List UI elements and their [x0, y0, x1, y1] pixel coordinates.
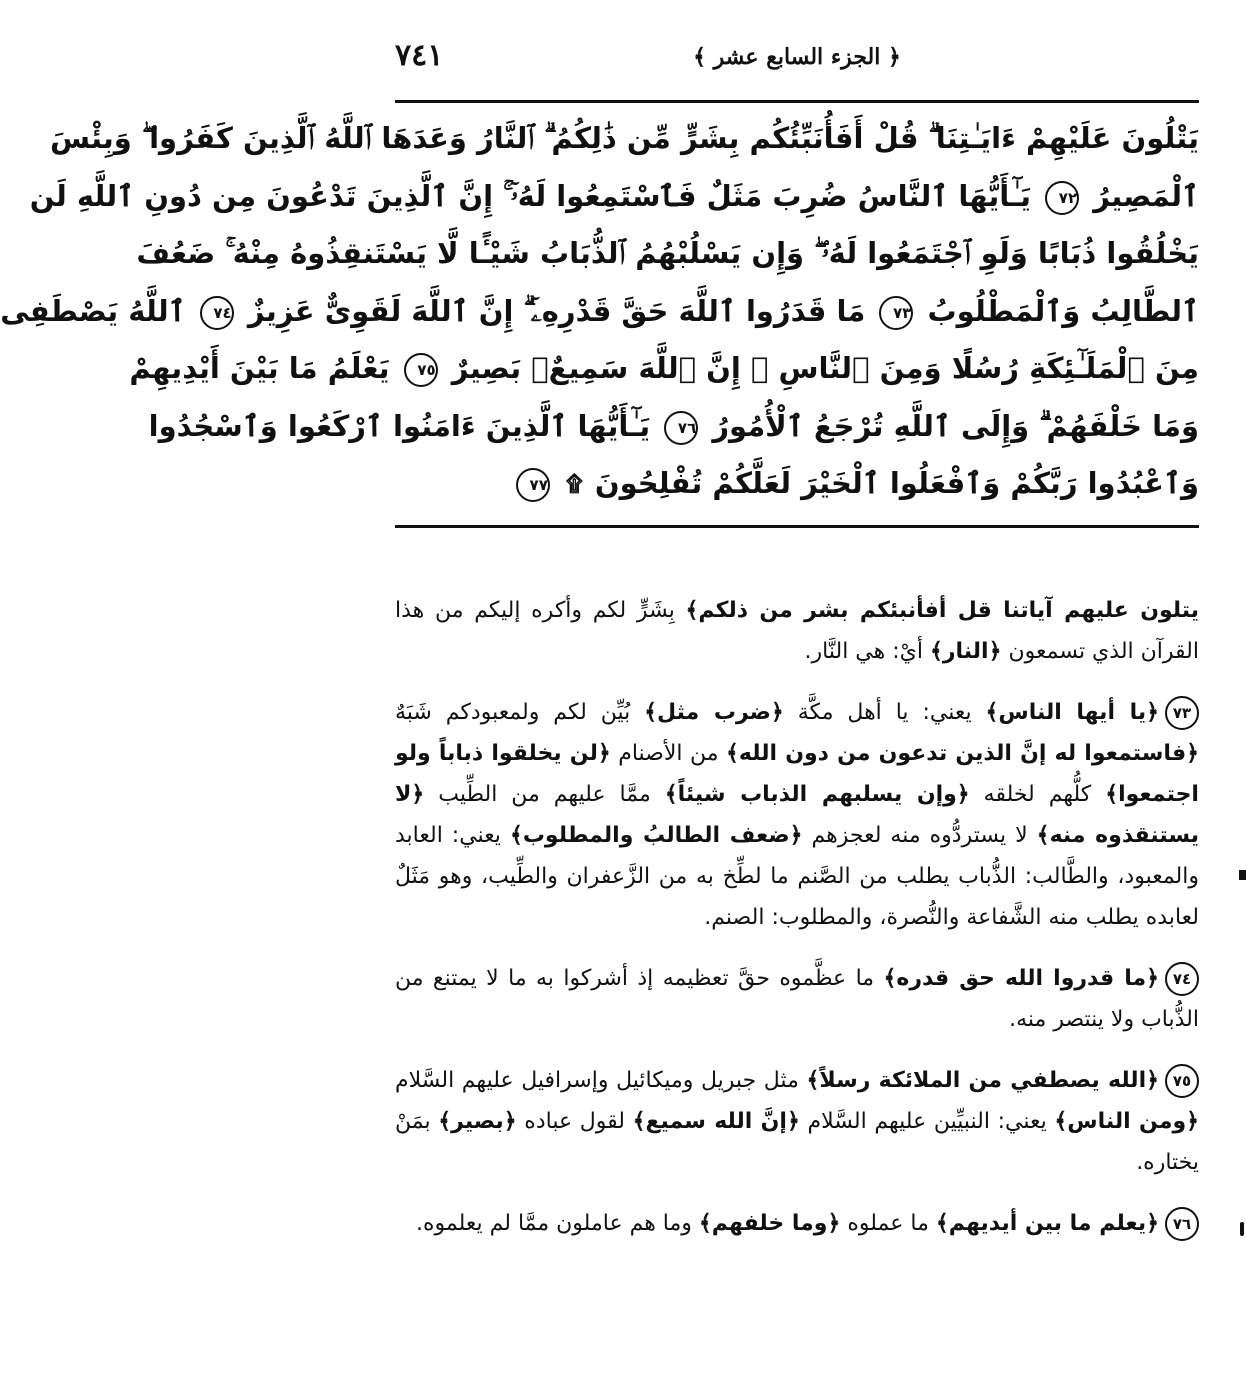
separator-rule — [395, 525, 1199, 528]
ayah-number-72: ٧٢ — [1045, 181, 1079, 215]
commentary-text: كلُّهم لخلقه — [969, 782, 1106, 807]
tafsir-paragraph-74 — [395, 958, 1199, 1040]
commentary-text: وما هم عاملون ممَّا لم يعلموه. — [416, 1211, 699, 1236]
quoted-verse: ﴿ضرب مثل﴾ — [644, 700, 784, 725]
page-header — [395, 34, 1199, 84]
ayah-number-73: ٧٣ — [879, 296, 913, 330]
commentary-text: ما عملوه — [840, 1211, 936, 1236]
quran-line-7 — [395, 455, 1199, 514]
commentary-text: ما عظَّموه حقَّ تعظيمه إذ أشركوا به ما لا يمتنع من الذُّباب ولا ينتصر منه. — [395, 966, 1199, 1032]
commentary-text: بِشَرٍّ لكم وأكره إليكم من هذا القرآن الذي تسمعون — [395, 598, 1199, 664]
running-title: ﴿ الجزء السابع عشر ﴾ — [693, 44, 901, 70]
commentary-text: يعني: العابد والمعبود، والطَّالب: الذُّباب يطلب من الصَّنم ما لطِّخ به من الزَّعفران والطِّيب، وهو مَثَلٌ لعابده يطلب منه الشَّفاعة والنُّصرة، والمطلوب: الصنم. — [395, 823, 1199, 930]
ayah-number-76: ٧٦ — [664, 411, 698, 445]
tafsir-paragraph-73 — [395, 692, 1199, 938]
quran-line-5-b: يَعْلَمُ مَا بَيْنَ أَيْدِيهِمْ — [129, 351, 390, 385]
quoted-verse: ﴿يعلم ما بين أيديهم﴾ — [935, 1211, 1159, 1236]
commentary-text: مثل جبريل وميكائيل وإسرافيل عليهم السَّلام — [395, 1068, 807, 1093]
quran-line-1: يَتْلُونَ عَلَيْهِمْ ءَايَـٰتِنَا ۗ قُلْ أَفَأُنَبِّئُكُم بِشَرٍّ مِّن ذَٰلِكُمُ ۗ ٱلنَّارُ وَعَدَهَا ٱللَّهُ ٱلَّذِينَ كَفَرُوا ۖ وَبِئْسَ — [50, 121, 1199, 155]
quran-line-3: يَخْلُقُوا ذُبَابًا وَلَوِ ٱجْتَمَعُوا لَهُۥ ۖ وَإِن يَسْلُبْهُمُ ٱلذُّبَابُ شَيْـًٔا لَّا يَسْتَنقِذُوهُ مِنْهُ ۚ ضَعُفَ — [136, 236, 1199, 270]
quoted-verse: ﴿ما قدروا الله حق قدره﴾ — [883, 966, 1160, 991]
quoted-verse: ﴿ومن الناس﴾ — [1054, 1109, 1200, 1134]
verse-number-73: ٧٣ — [1165, 696, 1199, 730]
quoted-verse: ﴿النار﴾ — [929, 639, 1002, 664]
quran-line-4-a: ٱلطَّالِبُ وَٱلْمَطْلُوبُ — [927, 293, 1199, 328]
quran-line-6 — [148, 398, 1199, 456]
quran-line-2-a: ٱلْمَصِيرُ — [1093, 178, 1199, 213]
commentary-text: لقول عباده — [516, 1109, 633, 1134]
verse-number-75: ٧٥ — [1165, 1064, 1199, 1098]
quoted-verse: ﴿يا أيها الناس﴾ — [985, 700, 1159, 725]
quran-line-4-b: مَا قَدَرُوا ٱللَّهَ حَقَّ قَدْرِهِۦٓ ۗ إِنَّ ٱللَّهَ لَقَوِىٌّ عَزِيزٌ — [247, 293, 866, 328]
tafsir-paragraph-72 — [395, 590, 1199, 672]
quoted-verse: يتلون عليهم آياتنا قل أفأنبئكم بشر من ذلكم﴾ — [685, 598, 1199, 623]
quran-line-5 — [129, 340, 1199, 398]
header-rule — [395, 100, 1199, 103]
margin-mark — [1239, 870, 1246, 880]
sajda-icon: ۩ — [565, 472, 583, 498]
commentary-text: من الأصنام — [610, 741, 727, 766]
verse-number-74: ٧٤ — [1165, 962, 1199, 996]
ayah-number-74: ٧٤ — [200, 296, 234, 330]
quran-text-block — [0, 110, 1199, 514]
quran-line-6-a: وَمَا خَلْفَهُمْ ۗ وَإِلَى ٱللَّهِ تُرْجَعُ ٱلْأُمُورُ — [712, 408, 1199, 443]
commentary-text: أيْ: هي النَّار. — [804, 639, 930, 664]
quoted-verse: ﴿وإن يسلبهم الذباب شيئاً﴾ — [664, 782, 970, 807]
quran-line-6-b: يَـٰٓأَيُّهَا ٱلَّذِينَ ءَامَنُوا ٱرْكَعُوا وَٱسْجُدُوا — [148, 408, 651, 443]
tafsir-paragraph-75 — [395, 1060, 1199, 1183]
quran-line-4 — [0, 283, 1199, 341]
ayah-number-77: ٧٧ — [516, 468, 550, 502]
commentary-text: ممَّا عليهم من الطِّيب — [424, 782, 665, 807]
quoted-verse: ﴿وما خلفهم﴾ — [698, 1211, 841, 1236]
ayah-number-75: ٧٥ — [404, 353, 438, 387]
page-number: ٧٤١ — [395, 38, 444, 73]
quran-line-5-a: مِنَ ٱلْمَلَـٰٓئِكَةِ رُسُلًا وَمِنَ ٱلنَّاسِ ۚ إِنَّ ٱللَّهَ سَمِيعٌۢ بَصِيرٌ — [451, 351, 1199, 385]
quoted-verse: ﴿لن يخلقوا ذباباً ولو اجتمعوا﴾ — [395, 741, 1199, 807]
quoted-verse: ﴿الله يصطفي من الملائكة رسلاً﴾ — [806, 1068, 1159, 1093]
quran-line-2 — [29, 168, 1199, 226]
quoted-verse: ﴿بصير﴾ — [438, 1109, 517, 1134]
commentary-text: بُيِّن لكم ولمعبودكم شَبَهٌ — [395, 700, 645, 725]
quoted-verse: ﴿إنَّ الله سميع﴾ — [632, 1109, 800, 1134]
tafsir-paragraph-76 — [395, 1203, 1199, 1244]
quoted-verse: ﴿لا يستنقذوه منه﴾ — [395, 782, 1199, 848]
commentary-text: يعني: النبيِّين عليهم السَّلام — [799, 1109, 1055, 1134]
quran-line-2-b: يَـٰٓأَيُّهَا ٱلنَّاسُ ضُرِبَ مَثَلٌ فَٱسْتَمِعُوا لَهُۥٓ ۚ إِنَّ ٱلَّذِينَ تَدْعُونَ مِن دُونِ ٱللَّهِ لَن — [29, 178, 1031, 213]
tafsir-block — [395, 590, 1199, 1264]
commentary-text: لا يستردُّوه منه لعجزهم — [802, 823, 1037, 848]
quran-line-7-a: وَٱعْبُدُوا رَبَّكُمْ وَٱفْعَلُوا ٱلْخَيْرَ لَعَلَّكُمْ تُفْلِحُونَ — [594, 466, 1199, 500]
margin-mark — [1240, 1222, 1244, 1236]
verse-number-76: ٧٦ — [1165, 1207, 1199, 1241]
quoted-verse: ﴿ضعف الطالبُ والمطلوب﴾ — [509, 823, 803, 848]
quoted-verse: ﴿فاستمعوا له إنَّ الذين تدعون من دون الله﴾ — [726, 741, 1199, 766]
quran-line-4-c: ٱللَّهُ يَصْطَفِى — [0, 293, 186, 328]
commentary-text: بمَنْ يختاره. — [395, 1109, 1199, 1175]
commentary-text: يعني: يا أهل مكَّة — [783, 700, 986, 725]
